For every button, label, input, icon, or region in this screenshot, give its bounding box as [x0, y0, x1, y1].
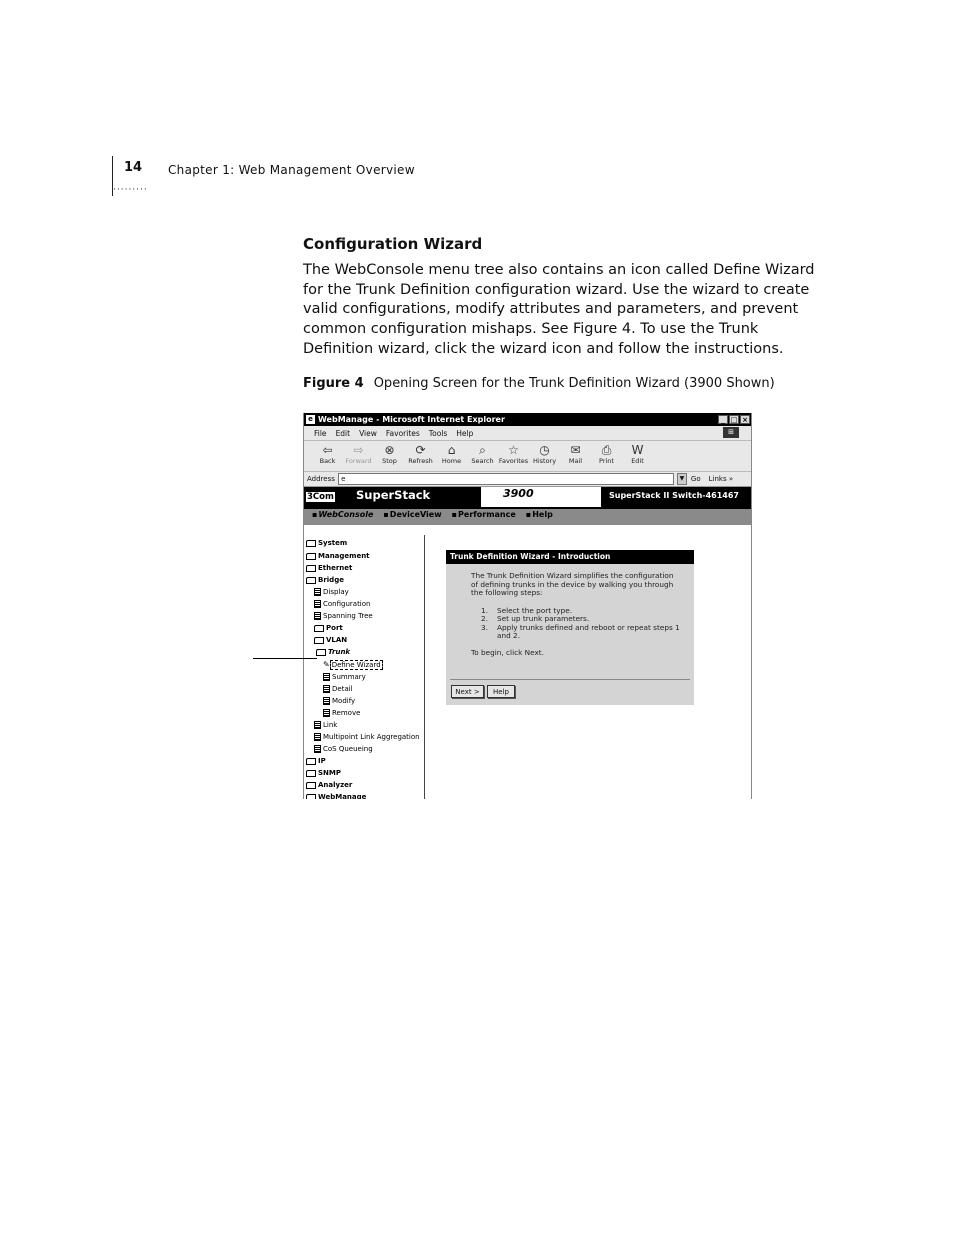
toolbar-label: Stop — [382, 457, 397, 465]
step-text: Select the port type. — [497, 605, 573, 615]
tree-label: Spanning Tree — [323, 612, 373, 620]
tree-item-configuration[interactable] — [314, 600, 370, 608]
tree-label: Bridge — [318, 576, 344, 584]
step-text: Apply trunks defined and reboot or repeat steps 1 and 2. — [497, 622, 680, 640]
page-icon — [323, 685, 330, 693]
product-name: SuperStack — [356, 488, 431, 502]
next-button[interactable]: Next > — [451, 685, 484, 698]
tree-item-cos-queueing[interactable] — [314, 745, 373, 753]
tree-label: Analyzer — [318, 781, 353, 789]
toolbar-label: Print — [599, 457, 614, 465]
tree-item-snmp[interactable] — [306, 769, 341, 777]
home-icon: ⌂ — [447, 443, 456, 457]
nav-help[interactable] — [526, 509, 553, 519]
folder-icon — [306, 540, 316, 547]
page-icon — [323, 709, 330, 717]
tree-item-detail[interactable] — [323, 685, 353, 693]
figure-caption-text: Opening Screen for the Trunk Definition Wizard (3900 Shown) — [373, 376, 775, 391]
model-number: 3900 — [481, 487, 601, 507]
tree-label: WebManage — [318, 793, 367, 799]
toolbar-label: Back — [319, 457, 336, 465]
folder-icon — [306, 794, 316, 800]
close-icon[interactable]: × — [740, 415, 750, 424]
toolbar-label: Favorites — [498, 457, 529, 465]
wizard-step — [471, 624, 694, 641]
page-icon — [314, 612, 321, 620]
maximize-icon[interactable]: □ — [730, 416, 738, 424]
page-icon — [314, 733, 321, 741]
tree-item-remove[interactable] — [323, 709, 360, 717]
tree-label: SNMP — [318, 769, 341, 777]
folder-icon — [316, 649, 326, 656]
tree-item-management[interactable] — [306, 552, 370, 560]
tree-label: Multipoint Link Aggregation — [323, 733, 420, 741]
tree-item-link[interactable] — [314, 721, 337, 729]
page-icon — [314, 721, 321, 729]
console-nav — [304, 509, 751, 525]
chapter-title: Chapter 1: Web Management Overview — [168, 163, 415, 177]
edit-icon: W — [631, 443, 644, 457]
search-icon: ⌕ — [479, 443, 486, 457]
go-button[interactable]: Go — [690, 475, 701, 483]
tree-item-port[interactable] — [314, 624, 343, 632]
windows-logo-icon: ⊞ — [723, 427, 739, 438]
tree-label: Remove — [332, 709, 361, 717]
home-button[interactable] — [436, 441, 467, 471]
folder-icon — [306, 770, 316, 777]
folder-icon — [314, 637, 324, 644]
step-number: 1. — [481, 605, 488, 615]
tree-item-spanning-tree[interactable] — [314, 612, 373, 620]
tree-item-analyzer[interactable] — [306, 781, 352, 789]
nav-performance[interactable] — [452, 509, 516, 519]
nav-label: Performance — [458, 510, 516, 519]
browser-window — [303, 413, 752, 799]
tree-label: Summary — [332, 673, 366, 681]
bullet-icon: ▪ — [383, 510, 389, 519]
menu-item-view[interactable]: View — [359, 428, 377, 438]
page-number: 14 — [124, 160, 143, 175]
tree-item-ethernet[interactable] — [306, 564, 352, 572]
menu-item-favorites[interactable]: Favorites — [385, 428, 420, 438]
tree-label: Detail — [332, 685, 353, 693]
tree-item-trunk[interactable] — [316, 648, 350, 656]
tree-label: VLAN — [326, 636, 348, 644]
tree-label: System — [318, 539, 348, 547]
toolbar-label: Forward — [345, 457, 372, 465]
history-icon: ◷ — [539, 443, 550, 457]
wizard-icon: ✎ — [323, 660, 330, 669]
figure-label: Figure 4 — [303, 376, 364, 391]
toolbar-label: Mail — [568, 457, 583, 465]
tree-item-multipoint-link-aggregation[interactable] — [314, 733, 420, 741]
help-button[interactable]: Help — [487, 685, 515, 698]
tree-label: Define Wizard — [331, 661, 381, 669]
favorites-button[interactable] — [498, 441, 529, 471]
step-number: 3. — [481, 622, 488, 632]
tree-label: CoS Queueing — [323, 745, 373, 753]
toolbar-label: Edit — [631, 457, 644, 465]
mail-icon: ✉ — [570, 443, 581, 457]
tree-item-bridge[interactable] — [306, 576, 344, 584]
stop-button[interactable] — [374, 441, 405, 471]
back-arrow-icon: ⇦ — [322, 443, 333, 457]
tree-item-summary[interactable] — [323, 673, 366, 681]
minimize-icon[interactable]: _ — [718, 415, 728, 424]
forward-button[interactable] — [343, 441, 374, 471]
links-button[interactable]: Links » — [708, 475, 734, 483]
page-icon — [323, 673, 330, 681]
folder-icon — [314, 625, 324, 632]
folder-icon — [306, 782, 316, 789]
console-content — [304, 535, 751, 799]
nav-label: DeviceView — [389, 510, 442, 519]
body-paragraph: The WebConsole menu tree also contains an icon called Define Wizard for the Trunk Definition configuration wizard. Use the wizard to create valid configurations, modify attributes and parameters, and prevent common configuration mishaps. See Figure 4. To use the Trunk Definition wizard, click the wizard icon and follow the instructions. — [303, 262, 815, 357]
tree-item-display[interactable] — [314, 588, 349, 596]
menu-item-help[interactable]: Help — [456, 428, 474, 438]
favorites-icon: ☆ — [508, 443, 519, 457]
menu-item-tools[interactable]: Tools — [428, 428, 448, 438]
wizard-divider — [450, 679, 690, 680]
wizard-title: Trunk Definition Wizard - Introduction — [446, 550, 694, 564]
step-text: Set up trunk parameters. — [497, 614, 590, 623]
menu-item-file[interactable]: File — [314, 428, 327, 438]
folder-icon — [306, 565, 316, 572]
refresh-button[interactable] — [405, 441, 436, 471]
tree-label: Management — [318, 552, 370, 560]
step-number: 2. — [481, 614, 488, 623]
address-bar — [304, 472, 751, 487]
figure-caption — [303, 376, 775, 391]
bullet-icon: ▪ — [525, 510, 532, 519]
mail-button[interactable] — [560, 441, 591, 471]
search-button[interactable] — [467, 441, 498, 471]
refresh-icon: ⟳ — [415, 443, 426, 457]
print-button[interactable] — [591, 441, 622, 471]
edit-button[interactable] — [622, 441, 653, 471]
toolbar-label: Refresh — [408, 457, 433, 465]
bullet-icon: ▪ — [451, 510, 458, 519]
wizard-intro: The Trunk Definition Wizard simplifies the configuration of defining trunks in the device by walking you through the following steps: — [471, 571, 674, 597]
callout-line — [253, 658, 317, 659]
tree-label: Display — [323, 588, 349, 596]
address-input[interactable]: e — [338, 473, 674, 485]
toolbar-label: Search — [471, 457, 494, 465]
tree-label: Port — [326, 624, 343, 632]
wizard-body — [446, 564, 694, 657]
window-title: WebManage - Microsoft Internet Explorer — [318, 415, 505, 424]
menu-bar — [304, 426, 751, 441]
tree-item-system[interactable] — [306, 539, 347, 547]
header-dots: ········· — [113, 185, 148, 195]
tree-label: Modify — [332, 697, 356, 705]
wizard-closing: To begin, click Next. — [471, 647, 544, 657]
page-icon — [314, 600, 321, 608]
nav-deviceview[interactable] — [383, 509, 441, 519]
section-title: Configuration Wizard — [303, 235, 483, 253]
toolbar-label: Home — [441, 457, 462, 465]
folder-icon — [306, 577, 316, 584]
nav-webconsole[interactable] — [312, 509, 373, 519]
toolbar-label: History — [532, 457, 557, 465]
bullet-icon: ▪ — [312, 510, 318, 519]
page-icon — [314, 588, 321, 596]
back-button[interactable] — [312, 441, 343, 471]
tree-item-ip[interactable] — [306, 757, 326, 765]
3com-banner — [304, 487, 751, 509]
tree-label: IP — [318, 757, 326, 765]
tree-label: Configuration — [323, 600, 371, 608]
stop-icon: ⊗ — [384, 443, 395, 457]
menu-tree — [304, 535, 425, 799]
wizard-steps — [471, 607, 694, 641]
tree-item-modify[interactable] — [323, 697, 355, 705]
page-icon — [314, 745, 321, 753]
tree-label: Ethernet — [318, 564, 353, 572]
device-name: SuperStack II Switch-461467 — [609, 491, 739, 500]
print-icon: ⎙ — [601, 443, 612, 457]
forward-arrow-icon: ⇨ — [353, 443, 364, 457]
history-button[interactable] — [529, 441, 560, 471]
folder-icon — [306, 553, 316, 560]
tree-item-webmanage[interactable] — [306, 793, 366, 799]
browser-toolbar — [304, 441, 751, 472]
chevron-down-icon[interactable]: ▼ — [677, 473, 687, 485]
nav-label: Help — [532, 510, 553, 519]
tree-item-define-wizard[interactable] — [323, 660, 383, 669]
page-icon — [323, 697, 330, 705]
tree-label: Link — [323, 721, 338, 729]
tree-item-vlan[interactable] — [314, 636, 347, 644]
ie-icon: e — [306, 415, 315, 424]
folder-icon — [306, 758, 316, 765]
menu-item-edit[interactable]: Edit — [335, 428, 351, 438]
address-label: Address — [307, 475, 335, 483]
window-titlebar — [304, 413, 751, 426]
tree-label: Trunk — [328, 648, 351, 656]
3com-logo: 3Com — [304, 487, 344, 509]
trunk-wizard-panel — [446, 550, 694, 705]
nav-label: WebConsole — [318, 510, 374, 519]
